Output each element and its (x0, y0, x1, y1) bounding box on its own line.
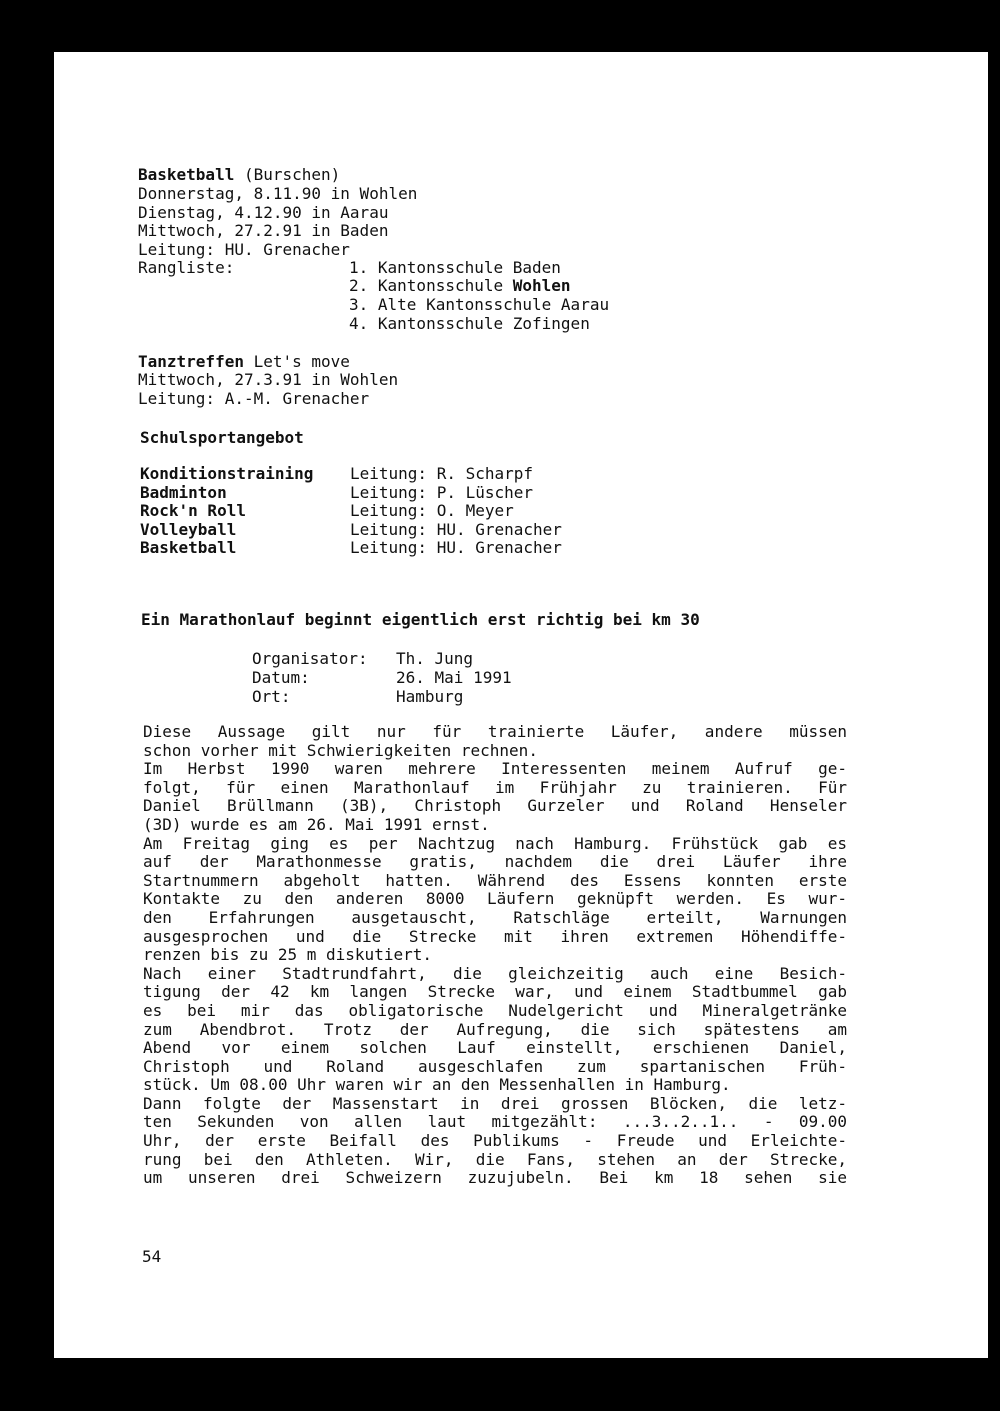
tanz-leitung: Leitung: A.-M. Grenacher (138, 389, 370, 408)
info-label: Organisator: (252, 649, 368, 668)
info-label: Ort: (252, 687, 291, 706)
tanz-title: Tanztreffen (138, 352, 244, 371)
page-number: 54 (142, 1247, 162, 1266)
body-line: um unseren drei Schweizern zuzujubeln. Bei km 18 sehen sie (143, 1168, 847, 1188)
body-line: Im Herbst 1990 waren mehrere Interessenten meinem Aufruf ge- (143, 759, 847, 779)
basketball-title: Basketball (138, 165, 235, 184)
body-line: Christoph und Roland ausgeschlafen zum spartanischen Früh- (143, 1056, 847, 1076)
sport-leitung: Leitung: HU. Grenacher (350, 538, 562, 557)
sport-name: Badminton (140, 483, 227, 502)
basketball-date-3: Mittwoch, 27.2.91 in Baden (138, 221, 389, 240)
info-label: Datum: (252, 668, 310, 687)
sport-leitung: Leitung: R. Scharpf (350, 464, 534, 483)
rangliste-item-text: 2. Kantonsschule (349, 276, 513, 295)
sport-leitung: Leitung: P. Lüscher (350, 483, 534, 502)
sport-name: Volleyball (140, 520, 237, 539)
sport-leitung: Leitung: O. Meyer (350, 501, 514, 520)
basketball-date-2: Dienstag, 4.12.90 in Aarau (138, 203, 389, 222)
body-line: Nach einer Stadtrundfahrt, die gleichzeitig auch eine Besich- (143, 963, 847, 983)
body-line: zum Abendbrot. Trotz der Aufregung, die sich spätestens am (143, 1019, 847, 1039)
body-line: Diese Aussage gilt nur für trainierte Läufer, andere müssen (143, 722, 847, 741)
body-line: renzen bis zu 25 m diskutiert. (143, 945, 432, 965)
rangliste-item: 1. Kantonsschule Baden (349, 258, 561, 277)
schulsport-title: Schulsportangebot (140, 428, 304, 447)
basketball-section (138, 166, 340, 185)
rangliste-item: 4. Kantonsschule Zofingen (349, 314, 590, 333)
document-page (54, 52, 988, 1358)
rangliste-item-bold: Wohlen (512, 276, 571, 295)
body-line: Uhr, der erste Beifall des Publikums - Freude und Erleichte- (143, 1131, 847, 1151)
body-line: Daniel Brüllmann (3B), Christoph Gurzeler und Roland Henseler (143, 796, 847, 816)
sport-leitung: Leitung: HU. Grenacher (350, 520, 562, 539)
sport-name: Konditionstraining (140, 464, 314, 483)
basketball-subtitle: (Burschen) (234, 165, 341, 184)
basketball-leitung: Leitung: HU. Grenacher (138, 240, 350, 259)
body-line: (3D) wurde es am 26. Mai 1991 ernst. (143, 814, 490, 834)
body-line: schon vorher mit Schwierigkeiten rechnen. (143, 740, 538, 760)
rangliste-item (349, 277, 571, 296)
basketball-date-1: Donnerstag, 8.11.90 in Wohlen (138, 184, 418, 203)
body-line: Am Freitag ging es per Nachtzug nach Hamburg. Frühstück gab es (143, 833, 847, 853)
tanz-date: Mittwoch, 27.3.91 in Wohlen (138, 370, 399, 389)
body-line: folgt, für einen Marathonlauf im Frühjahr zu trainieren. Für (143, 777, 847, 797)
body-line: Dann folgte der Massenstart in drei grossen Blöcken, die letz- (143, 1093, 847, 1113)
body-line: ausgesprochen und die Strecke mit ihren extremen Höhendiffe- (143, 926, 847, 946)
rangliste-label: Rangliste: (138, 258, 235, 277)
tanz-title-line (138, 353, 350, 372)
info-value: Hamburg (396, 687, 464, 706)
body-line: auf der Marathonmesse gratis, nachdem die drei Läufer ihre (143, 852, 847, 872)
info-value: Th. Jung (396, 649, 474, 668)
marathon-body (143, 723, 847, 1188)
rangliste-item: 3. Alte Kantonsschule Aarau (349, 295, 610, 314)
body-line: den Erfahrungen ausgetauscht, Ratschläge erteilt, Warnungen (143, 907, 847, 927)
body-line: Abend vor einem solchen Lauf einstellt, erschienen Daniel, (143, 1038, 847, 1058)
body-line: rung bei den Athleten. Wir, die Fans, stehen an der Strecke, (143, 1149, 847, 1169)
body-line: stück. Um 08.00 Uhr waren wir an den Messenhallen in Hamburg. (143, 1075, 731, 1095)
marathon-heading: Ein Marathonlauf beginnt eigentlich erst richtig bei km 30 (141, 610, 700, 629)
body-line: tigung der 42 km langen Strecke war, und einem Stadtbummel gab (143, 982, 847, 1002)
tanz-subtitle: Let's move (243, 352, 350, 371)
sport-name: Basketball (140, 538, 237, 557)
info-value: 26. Mai 1991 (396, 668, 512, 687)
body-line: Kontakte zu den anderen 8000 Läufern geknüpft werden. Es wur- (143, 889, 847, 909)
body-line: ten Sekunden von allen laut mitgezählt: ...3..2..1.. - 09.00 (143, 1112, 847, 1132)
body-line: es bei mir das obligatorische Nudelgericht und Mineralgetränke (143, 1000, 847, 1020)
body-line: Startnummern abgeholt hatten. Während des Essens konnten erste (143, 870, 847, 890)
sport-name: Rock'n Roll (140, 501, 246, 520)
